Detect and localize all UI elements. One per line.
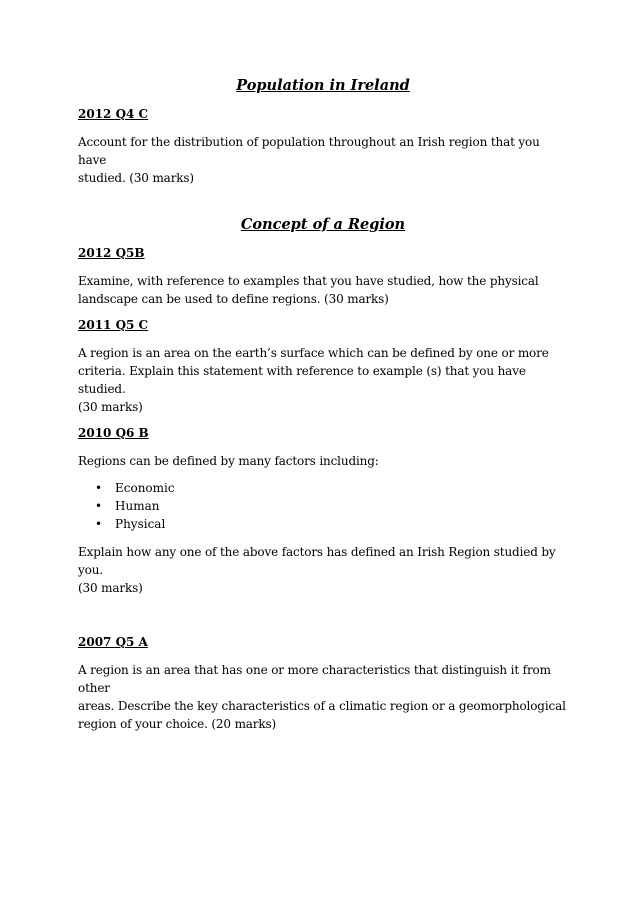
factors-list — [78, 479, 568, 533]
question-text-2011-q5c — [78, 344, 568, 416]
bullet-icon: • — [95, 517, 103, 531]
question-heading-2007-q5a: 2007 Q5 A — [78, 635, 148, 649]
text-line: (30 marks) — [78, 581, 143, 595]
list-item — [78, 479, 568, 497]
population-section-title: Population in Ireland — [236, 77, 410, 94]
text-line: Examine, with reference to examples that you have studied, how the physical — [78, 274, 539, 288]
question-text-2007-q5a — [78, 661, 568, 733]
text-line: criteria. Explain this statement with reference to example (s) that you have studied. — [78, 364, 526, 396]
list-item — [78, 497, 568, 515]
text-line: A region is an area that has one or more characteristics that distinguish it from other — [78, 663, 551, 695]
factor-label: Physical — [115, 517, 166, 531]
question-text-2012-q4c — [78, 133, 568, 187]
list-item — [78, 515, 568, 533]
factor-label: Economic — [115, 481, 175, 495]
text-line: areas. Describe the key characteristics of a climatic region or a geomorphological — [78, 699, 566, 713]
text-line: A region is an area on the earth’s surface which can be defined by one or more — [78, 346, 549, 360]
question-text-2010-q6b — [78, 543, 568, 597]
bullet-icon: • — [95, 499, 103, 513]
text-line: Account for the distribution of population throughout an Irish region that you have — [78, 135, 540, 167]
question-heading-2010-q6b: 2010 Q6 B — [78, 426, 149, 440]
text-line: studied. (30 marks) — [78, 171, 194, 185]
question-text-2012-q5b — [78, 272, 568, 308]
text-line: (30 marks) — [78, 400, 143, 414]
region-section-title: Concept of a Region — [240, 216, 406, 233]
document-content — [78, 76, 568, 733]
text-line: landscape can be used to define regions. (30 marks) — [78, 292, 389, 306]
question-heading-2012-q4c: 2012 Q4 C — [78, 107, 149, 121]
bullet-icon: • — [95, 481, 103, 495]
text-line: region of your choice. (20 marks) — [78, 717, 277, 731]
factor-label: Human — [115, 499, 160, 513]
question-intro-2010-q6b: Regions can be defined by many factors including: — [78, 454, 379, 468]
question-heading-2012-q5b: 2012 Q5B — [78, 246, 145, 260]
text-line: Explain how any one of the above factors has defined an Irish Region studied by you. — [78, 545, 556, 577]
question-heading-2011-q5c: 2011 Q5 C — [78, 318, 149, 332]
